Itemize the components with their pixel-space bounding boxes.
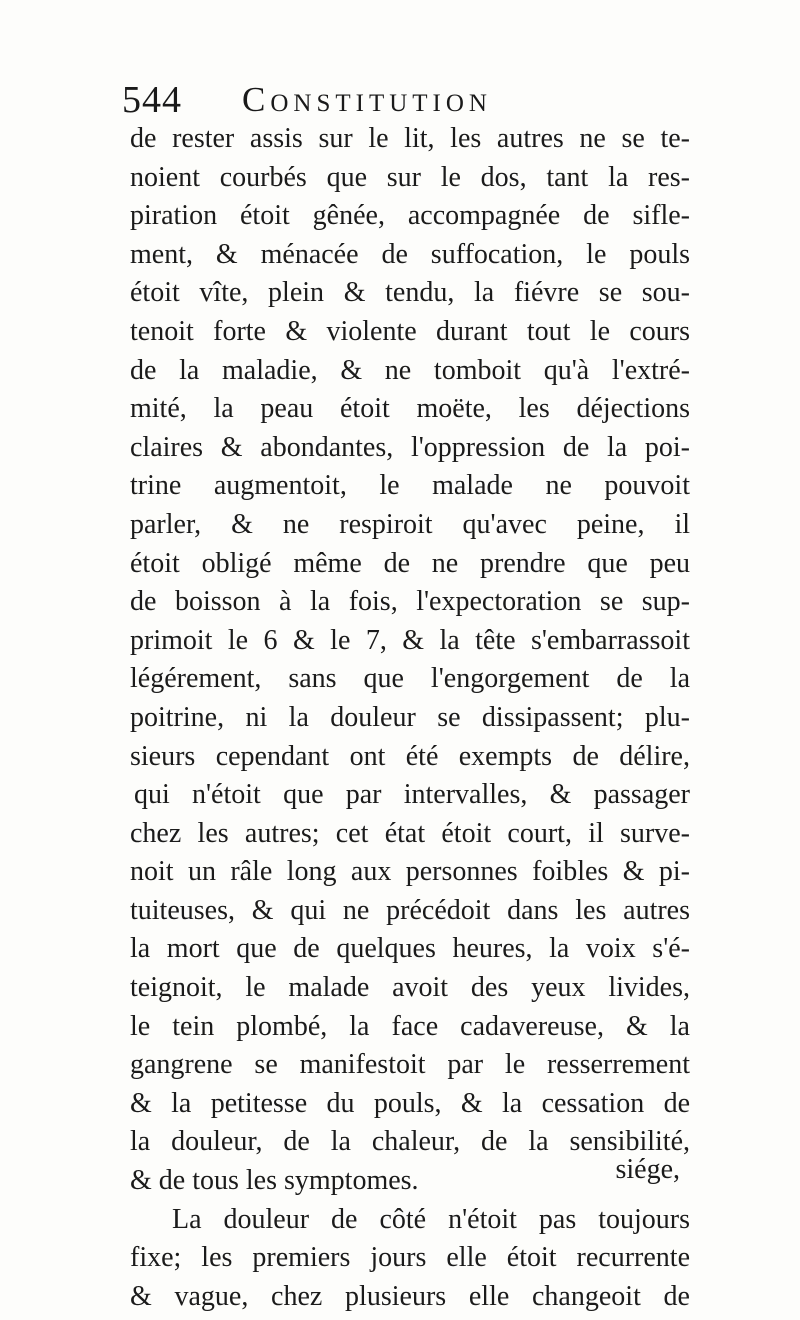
text-line: & vague, chez plusieurs elle changeoit de [130,1280,690,1312]
text-line: teignoit, le malade avoit des yeux livides, [130,972,690,1004]
catchword: siége, [615,1154,680,1185]
text-line: sieurs cependant ont été exempts de délire, [130,740,690,772]
paragraph-1 [130,120,690,1201]
text-line: piration étoit gênée, accompagnée de sifle- [130,200,690,232]
text-line: La douleur de côté n'étoit pas toujours [172,1203,690,1235]
page-number: 544 [122,79,182,121]
text-line: la douleur, de la chaleur, de la sensibilité, [130,1126,690,1158]
text-line: noit un râle long aux personnes foibles & pi- [130,856,690,888]
paragraph-2 [130,1201,690,1317]
text-line: noient courbés que sur le dos, tant la res- [130,161,690,193]
text-line: légérement, sans que l'engorgement de la [130,663,690,695]
running-title: Constitution [242,80,492,119]
text-line: & la petitesse du pouls, & la cessation de [130,1087,690,1119]
text-line: qui n'étoit que par intervalles, & passager [134,779,690,811]
text-line: tenoit forte & violente durant tout le cours [130,315,690,347]
text-line: mité, la peau étoit moëte, les déjections [130,393,690,425]
text-line: ment, & ménacée de suffocation, le pouls [130,238,690,270]
text-line: parler, & ne respiroit qu'avec peine, il [130,508,690,540]
text-line: étoit obligé même de ne prendre que peu [130,547,690,579]
text-line: le tein plombé, la face cadavereuse, & la [130,1010,690,1042]
text-line: claires & abondantes, l'oppression de la poi- [130,431,690,463]
text-line: tuiteuses, & qui ne précédoit dans les autres [130,894,690,926]
text-line: trine augmentoit, le malade ne pouvoit [130,470,690,502]
text-line: la mort que de quelques heures, la voix s'é- [130,933,690,965]
text-line: étoit vîte, plein & tendu, la fiévre se sou- [130,277,690,309]
text-line: & de tous les symptomes. [130,1165,419,1197]
body-text [130,120,690,1316]
text-line: poitrine, ni la douleur se dissipassent; plu- [130,701,690,733]
text-line: de rester assis sur le lit, les autres ne se te- [130,123,690,154]
text-line: de boisson à la fois, l'expectoration se sup- [130,586,690,618]
text-line: de la maladie, & ne tomboit qu'à l'extré- [130,354,690,386]
text-line: chez les autres; cet état étoit court, il surve- [130,817,690,849]
text-line: gangrene se manifestoit par le resserrement [130,1049,690,1081]
text-line: primoit le 6 & le 7, & la tête s'embarrassoit [130,624,690,656]
text-line: fixe; les premiers jours elle étoit recurrente [130,1242,690,1274]
